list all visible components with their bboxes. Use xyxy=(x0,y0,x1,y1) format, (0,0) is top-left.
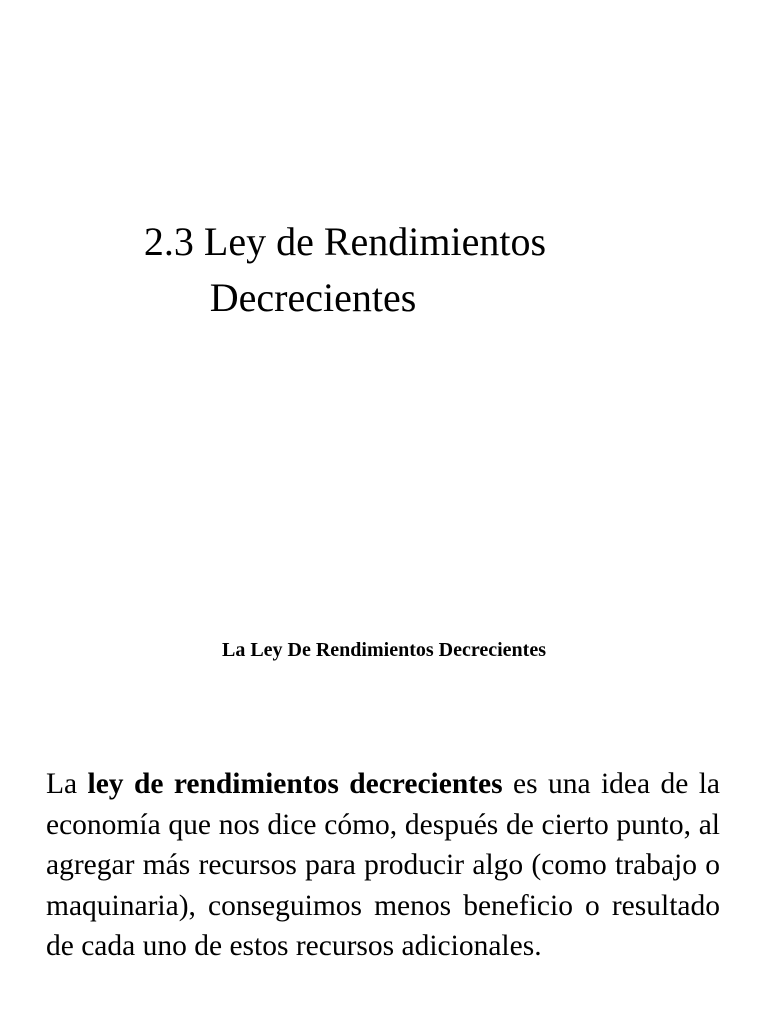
paragraph-bold-term: ley de rendimientos decrecientes xyxy=(87,768,503,800)
body-paragraph xyxy=(46,764,720,967)
title-line-2: Decrecientes xyxy=(209,275,417,320)
paragraph-lead: La xyxy=(46,768,78,800)
title-line-1: 2.3 Ley de Rendimientos xyxy=(143,219,547,264)
section-heading: La Ley De Rendimientos Decrecientes xyxy=(221,639,546,661)
paragraph-rest: es una idea de la economía que nos dice cómo, después de cierto punto, al agregar más recursos para producir algo (como trabajo o maquinaria), conseguimos menos beneficio o resultado de cada uno de estos recursos adicionales. xyxy=(46,768,721,962)
page-title xyxy=(0,214,768,326)
